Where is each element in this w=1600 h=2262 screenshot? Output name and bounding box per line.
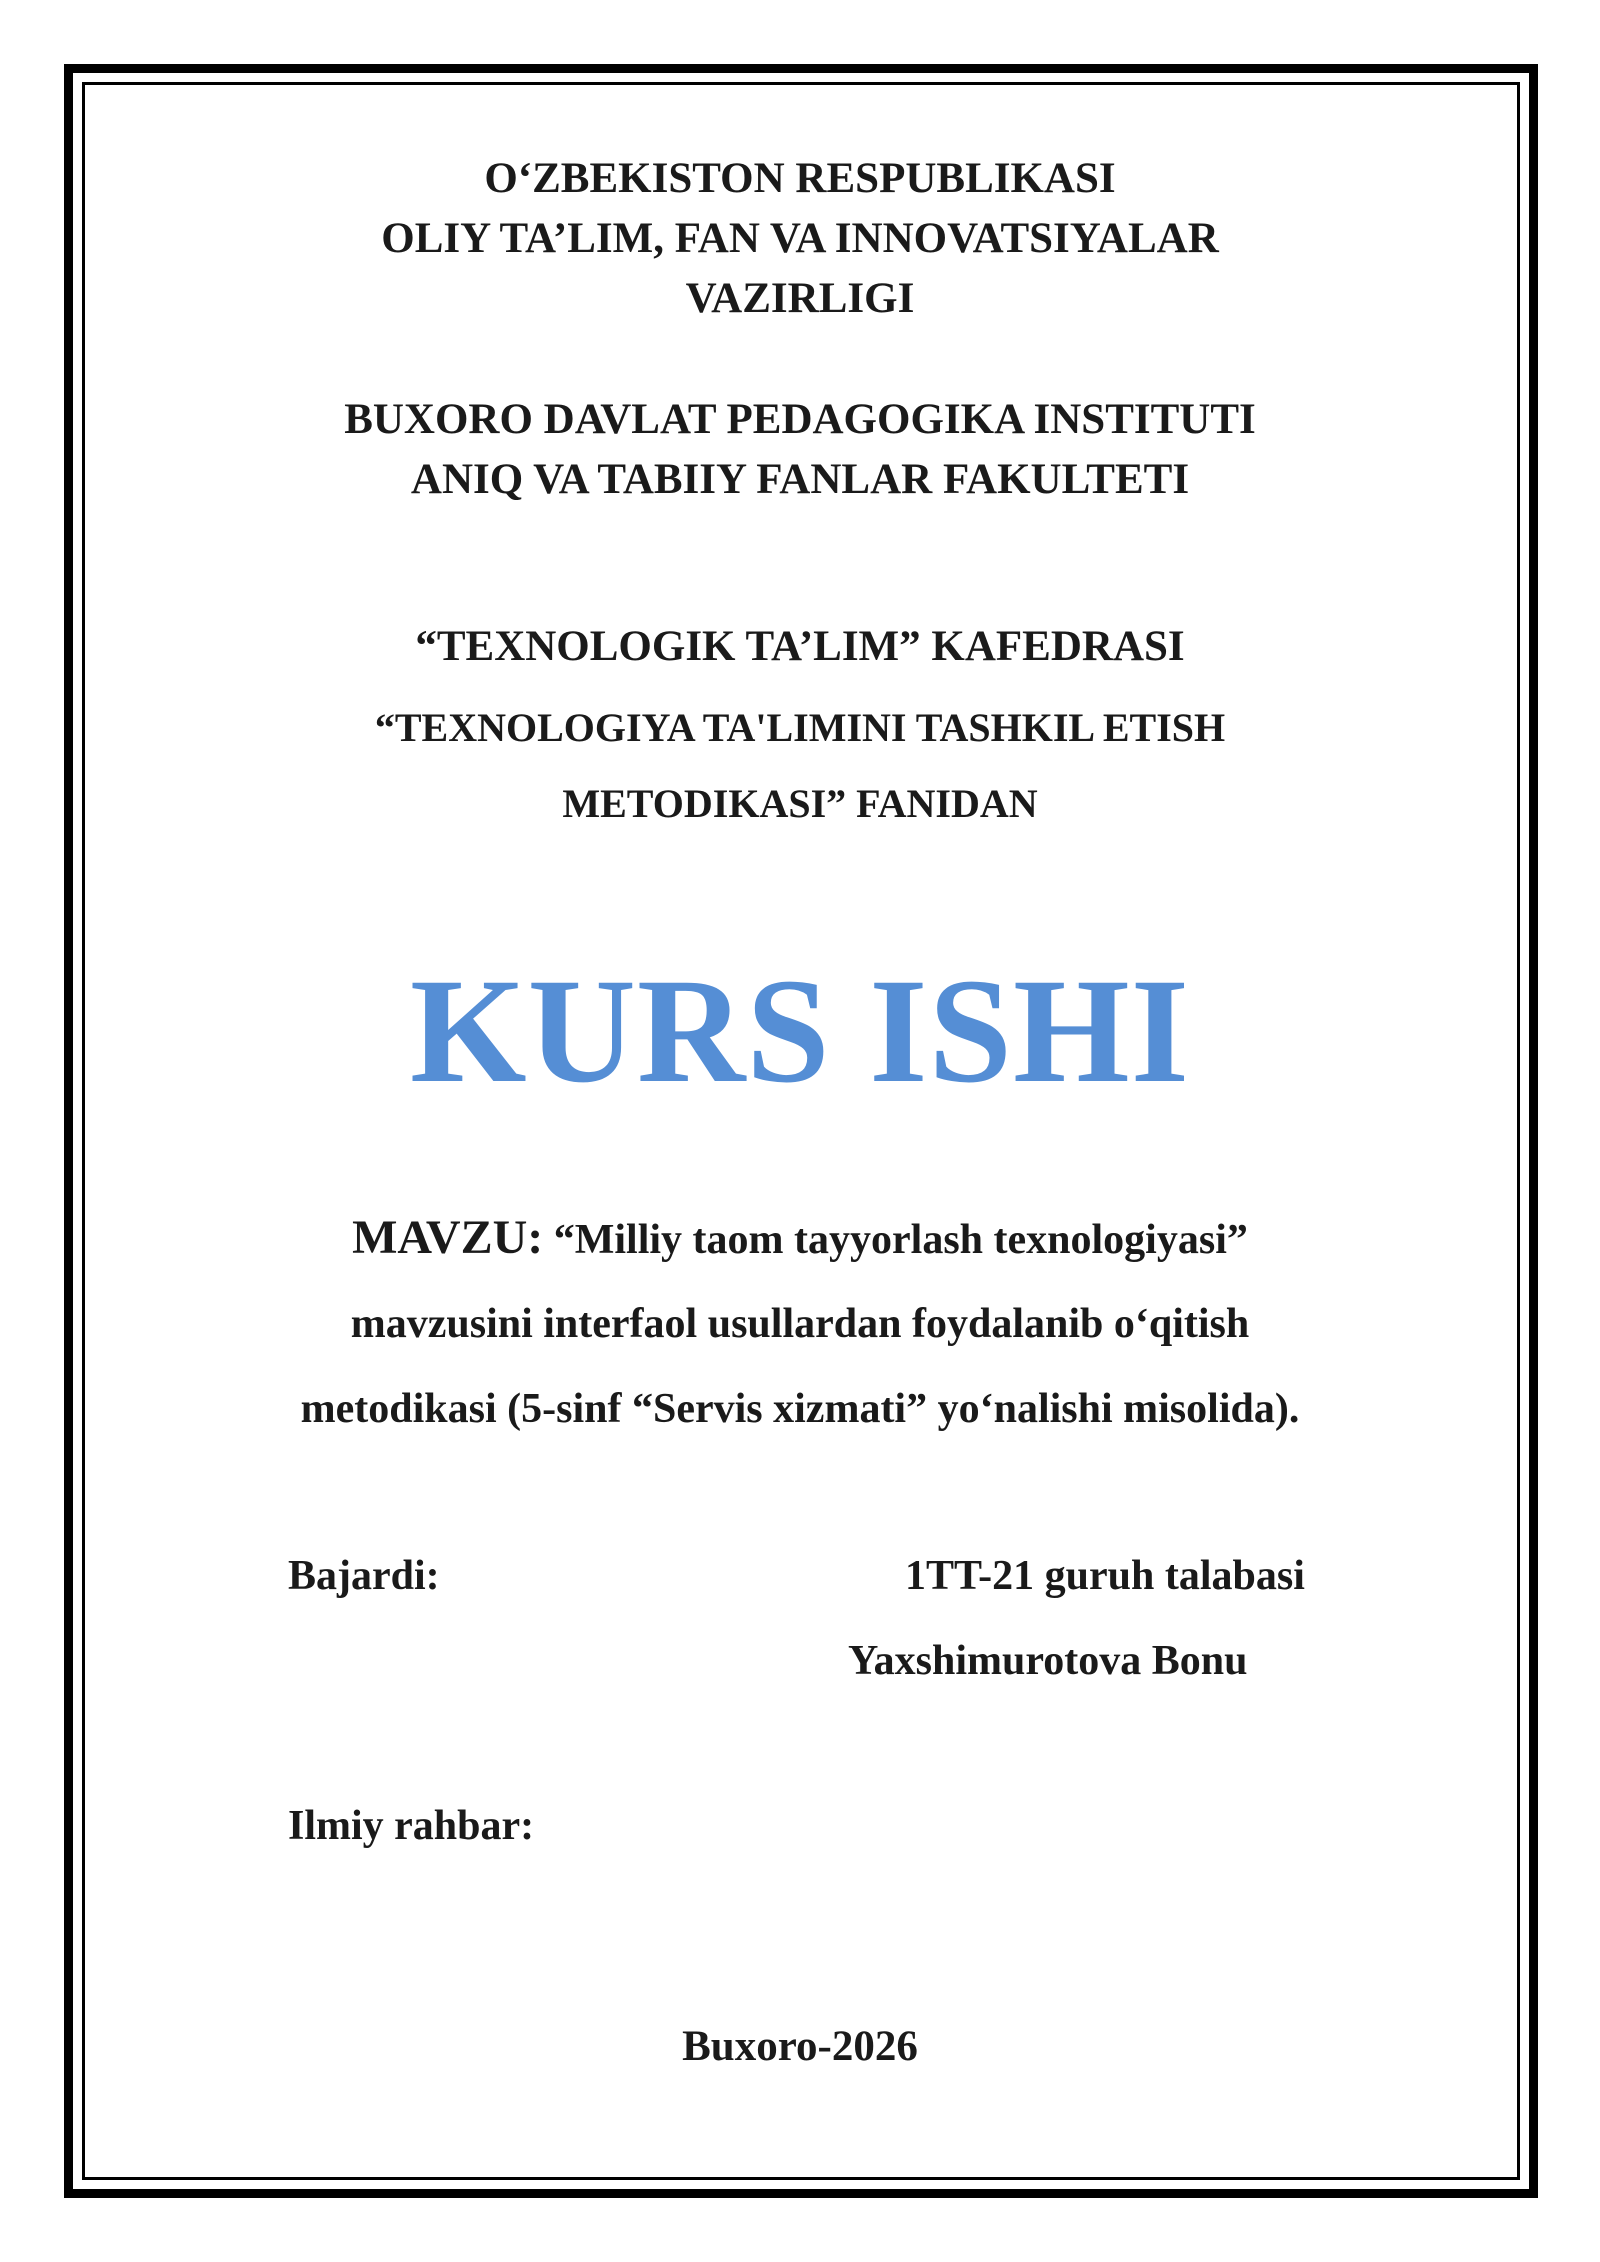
topic-text-1: “Milliy taom tayyorlash texnologiyasi” bbox=[553, 1217, 1248, 1263]
supervisor-label: Ilmiy rahbar: bbox=[288, 1803, 535, 1849]
ministry-line-1: O‘ZBEKISTON RESPUBLIKASI bbox=[484, 155, 1116, 202]
subject-line-1: “TEXNOLOGIYA TA'LIMINI TASHKIL ETISH bbox=[374, 705, 1226, 750]
author-label: Bajardi: bbox=[288, 1553, 440, 1599]
author-name: Yaxshimurotova Bonu bbox=[848, 1638, 1248, 1684]
subject-line-2: METODIKASI” FANIDAN bbox=[562, 781, 1038, 826]
topic-line-3: metodikasi (5-sinf “Servis xizmati” yo‘nalishi misolida). bbox=[300, 1386, 1300, 1432]
author-group: 1TT-21 guruh talabasi bbox=[905, 1553, 1305, 1599]
ministry-line-2: OLIY TA’LIM, FAN VA INNOVATSIYALAR bbox=[381, 215, 1219, 262]
ministry-line-3: VAZIRLIGI bbox=[685, 275, 915, 322]
topic-line-1 bbox=[0, 1210, 1600, 1265]
department-name: “TEXNOLOGIK TA’LIM” KAFEDRASI bbox=[415, 623, 1185, 670]
faculty-name: ANIQ VA TABIIY FANLAR FAKULTETI bbox=[410, 456, 1190, 503]
topic-label: MAVZU: bbox=[352, 1211, 544, 1264]
topic-line-2: mavzusini interfaol usullardan foydalanib o‘qitish bbox=[350, 1301, 1250, 1347]
institute-name: BUXORO DAVLAT PEDAGOGIKA INSTITUTI bbox=[344, 396, 1256, 443]
place-year: Buxoro-2026 bbox=[682, 2023, 918, 2070]
document-title: KURS ISHI bbox=[409, 948, 1191, 1114]
